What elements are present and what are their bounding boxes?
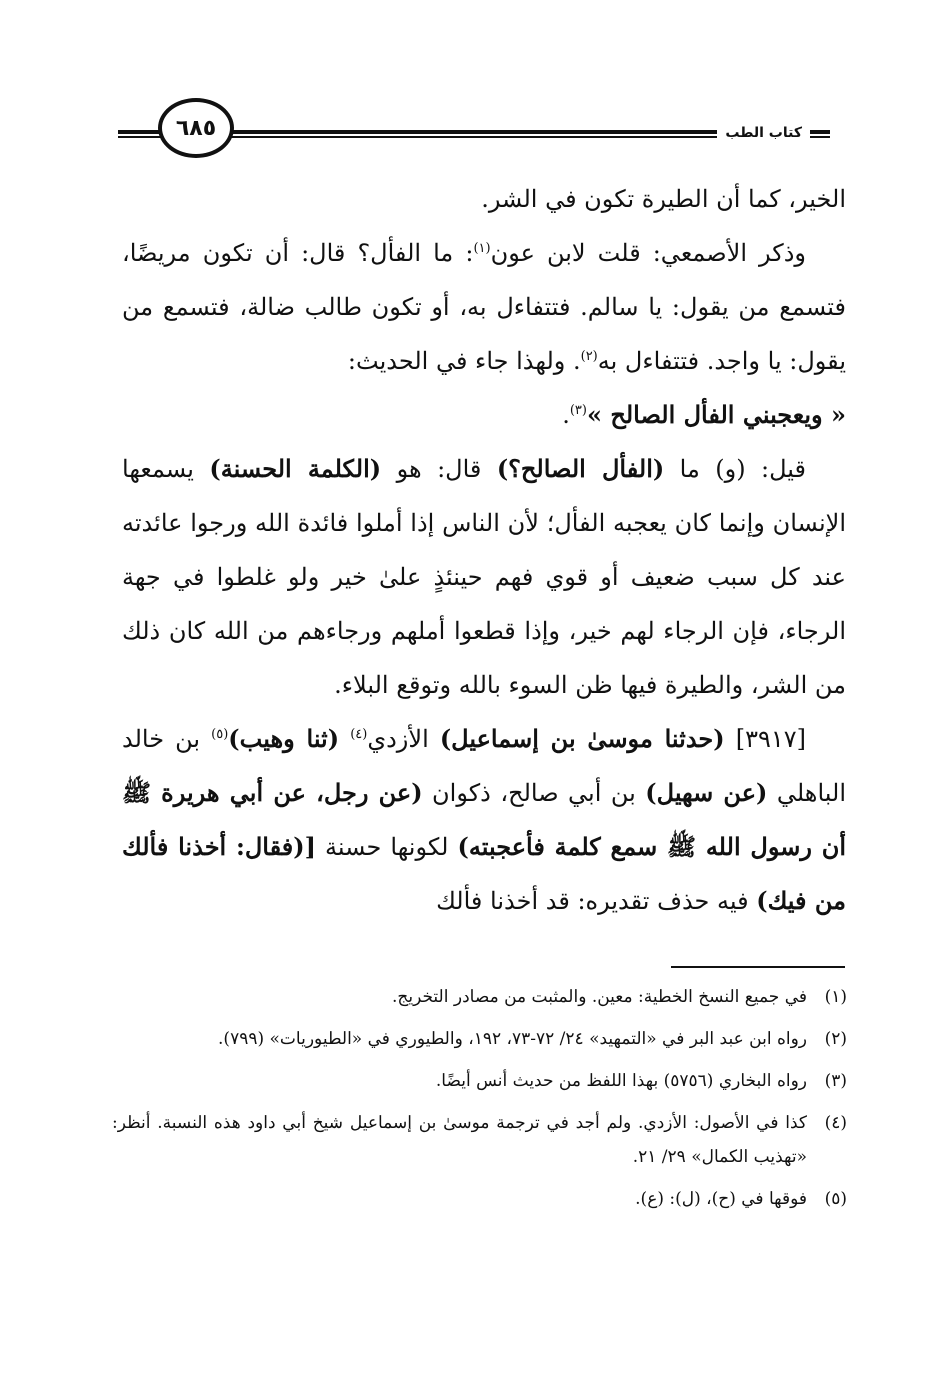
footnote-number: (٣) [824, 1071, 847, 1091]
footnote-text: كذا في الأصول: الأزدي. ولم أجد في ترجمة موسىٰ بن إسماعيل شيخ أبي داود هذه النسبة. أنظر: «تهذيب الكمال» ٢٩/ ٢١. [112, 1113, 807, 1167]
text-span: : ما الفأل؟ قال: أن تكون مريضًا، فتسمع من يقول: يا سالم. فتتفاءل به، أو تكون طالب ضالة، فتسمع من يقول: يا واجد. فتتفاءل به [122, 239, 846, 375]
hadith-quote: « ويعجبني الفأل الصالح » [586, 400, 846, 429]
text-span [339, 725, 350, 753]
footnote-ref-3[interactable]: (٣) [569, 403, 587, 418]
text-span: بن خالد الباهلي [122, 725, 846, 807]
text-span: الأزدي [367, 725, 440, 753]
footnote-number: (٤) [824, 1113, 847, 1133]
text-span: قيل: (و) ما [664, 455, 807, 483]
matn-phrase: (الكلمة الحسنة) [209, 454, 382, 483]
footnote-item [112, 1022, 847, 1056]
text-span: . ولهذا جاء في الحديث: [347, 347, 581, 375]
footnote-text: رواه ابن عبد البر في «التمهيد» ٢٤/ ٧٢-٧٣، ١٩٢، والطيوري في «الطيوريات» (٧٩٩). [218, 1029, 807, 1049]
footnote-ref-4[interactable]: (٤) [350, 727, 368, 742]
footnote-ref-1[interactable]: (١) [473, 241, 491, 256]
matn-phrase: [(فقال: أخذنا فألك من فيك) [122, 832, 846, 915]
footnote-item [112, 980, 847, 1014]
footnote-number: (٢) [824, 1029, 847, 1049]
footnote-text: رواه البخاري (٥٧٥٦) بهذا اللفظ من حديث أنس أيضًا. [435, 1071, 807, 1091]
matn-phrase: (الفأل الصالح؟) [496, 454, 665, 483]
footnote-item [112, 1182, 847, 1216]
footnote-number: (٥) [824, 1189, 847, 1209]
main-text [122, 172, 846, 928]
paragraph-2 [122, 226, 846, 442]
matn-phrase: (عن رجل، عن أبي هريرة ﷺ أن رسول الله ﷺ سمع كلمة فأعجبته) [122, 778, 847, 861]
footnote-ref-2[interactable]: (٢) [580, 349, 598, 364]
footnote-item [112, 1106, 847, 1174]
footnote-text: في جميع النسخ الخطية: معين. والمثبت من مصادر التخريج. [391, 987, 807, 1007]
footnote-number: (١) [824, 987, 847, 1007]
matn-phrase: (ثنا وهيب) [228, 724, 340, 753]
footnote-text: فوقها في (ح)، (ل): (ع). [635, 1189, 807, 1209]
text-span: . [562, 401, 570, 429]
footnote-item [112, 1064, 847, 1098]
paragraph-3 [122, 442, 846, 712]
text-span: فيه حذف تقديره: قد أخذنا فألك [436, 887, 757, 915]
page-header [118, 92, 830, 160]
hadith-number: [٣٩١٧] [724, 725, 807, 753]
text-span: لكونها حسنة [315, 833, 458, 861]
running-head-title: كتاب الطب [717, 122, 810, 144]
footnotes [112, 980, 847, 1224]
footnote-separator [671, 966, 845, 968]
footnote-ref-5[interactable]: (٥) [211, 727, 229, 742]
matn-phrase: (عن سهيل) [645, 778, 768, 807]
text-span: قال: هو [381, 455, 497, 483]
text-span: يسمعها الإنسان وإنما كان يعجبه الفأل؛ لأن الناس إذا أملوا فائدة الله ورجوا عائدته عند كل سبب ضعيف أو قوي فهم حينئذٍ علىٰ خير ولو غلطوا في جهة الرجاء، فإن الرجاء لهم خير، وإذا قطعوا أملهم ورجاءهم من الله كان ذلك من الشر، والطيرة فيها ظن السوء بالله وتوقع البلاء. [122, 455, 846, 699]
text-span: وذكر الأصمعي: قلت لابن عون [490, 239, 807, 267]
paragraph-4 [122, 712, 846, 928]
paragraph-1: الخير، كما أن الطيرة تكون في الشر. [481, 185, 846, 213]
text-span: بن أبي صالح، ذكوان [422, 779, 646, 807]
matn-phrase: (حدثنا موسىٰ بن إسماعيل) [439, 724, 725, 753]
page-number-badge: ٦٨٥ [158, 98, 234, 158]
